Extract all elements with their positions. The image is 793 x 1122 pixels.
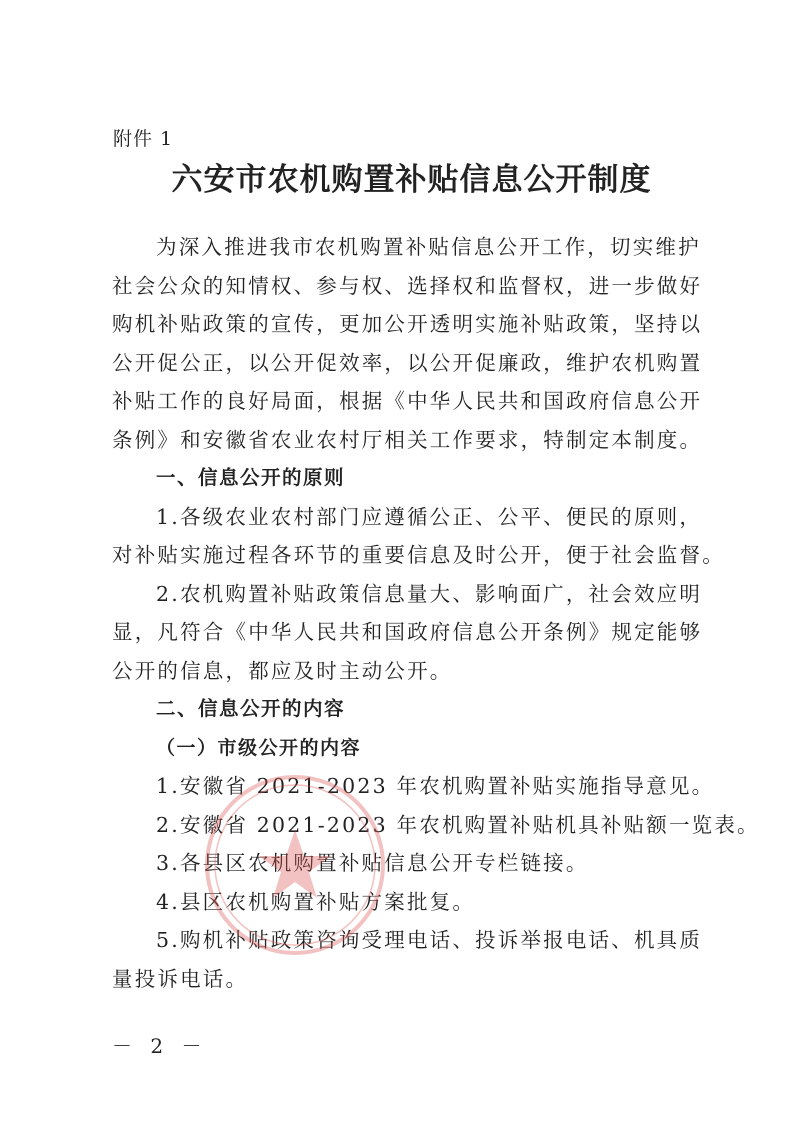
text-line: 社会公众的知情权、参与权、选择权和监督权，进一步做好 [112, 273, 703, 298]
text-line: （一）市级公开的内容 [156, 736, 362, 759]
text-line: 条例》和安徽省农业农村厅相关工作要求，特制定本制度。 [112, 427, 703, 452]
text-line: 量投诉电话。 [112, 966, 249, 991]
page-number: － 2 － [112, 1034, 208, 1058]
text-line: 购机补贴政策的宣传，更加公开透明实施补贴政策，坚持以 [112, 312, 703, 336]
text-line: 1.安徽省 2021-2023 年农机购置补贴实施指导意见。 [156, 774, 715, 798]
text-line: 1.各级农业农村部门应遵循公正、公平、便民的原则， [156, 504, 703, 529]
text-line: 5.购机补贴政策咨询受理电话、投诉举报电话、机具质 [156, 928, 703, 952]
text-line: 补贴工作的良好局面，根据《中华人民共和国政府信息公开 [112, 389, 703, 413]
text-line: 二、信息公开的内容 [156, 697, 346, 720]
text-line: 4.县区农机购置补贴方案批复。 [156, 889, 476, 914]
text-line: 为深入推进我市农机购置补贴信息公开工作，切实维护 [156, 235, 701, 259]
attachment-label: 附件 1 [113, 128, 174, 150]
text-line: 对补贴实施过程各环节的重要信息及时公开，便于社会监督。 [112, 543, 725, 567]
text-line: 2.农机购置补贴政策信息量大、影响面广，社会效应明 [156, 581, 703, 606]
text-line: 一、信息公开的原则 [156, 466, 346, 489]
text-line: 2.安徽省 2021-2023 年农机购置补贴机具补贴额一览表。 [156, 812, 760, 837]
document-body [112, 228, 760, 998]
text-line: 3.各县区农机购置补贴信息公开专栏链接。 [156, 851, 589, 875]
text-line: 显，凡符合《中华人民共和国政府信息公开条例》规定能够 [112, 620, 703, 644]
text-line: 公开的信息，都应及时主动公开。 [112, 658, 453, 683]
text-line: 公开促公正，以公开促效率，以公开促廉政，维护农机购置 [112, 350, 703, 375]
document-title: 六安市农机购置补贴信息公开制度 [171, 162, 652, 198]
